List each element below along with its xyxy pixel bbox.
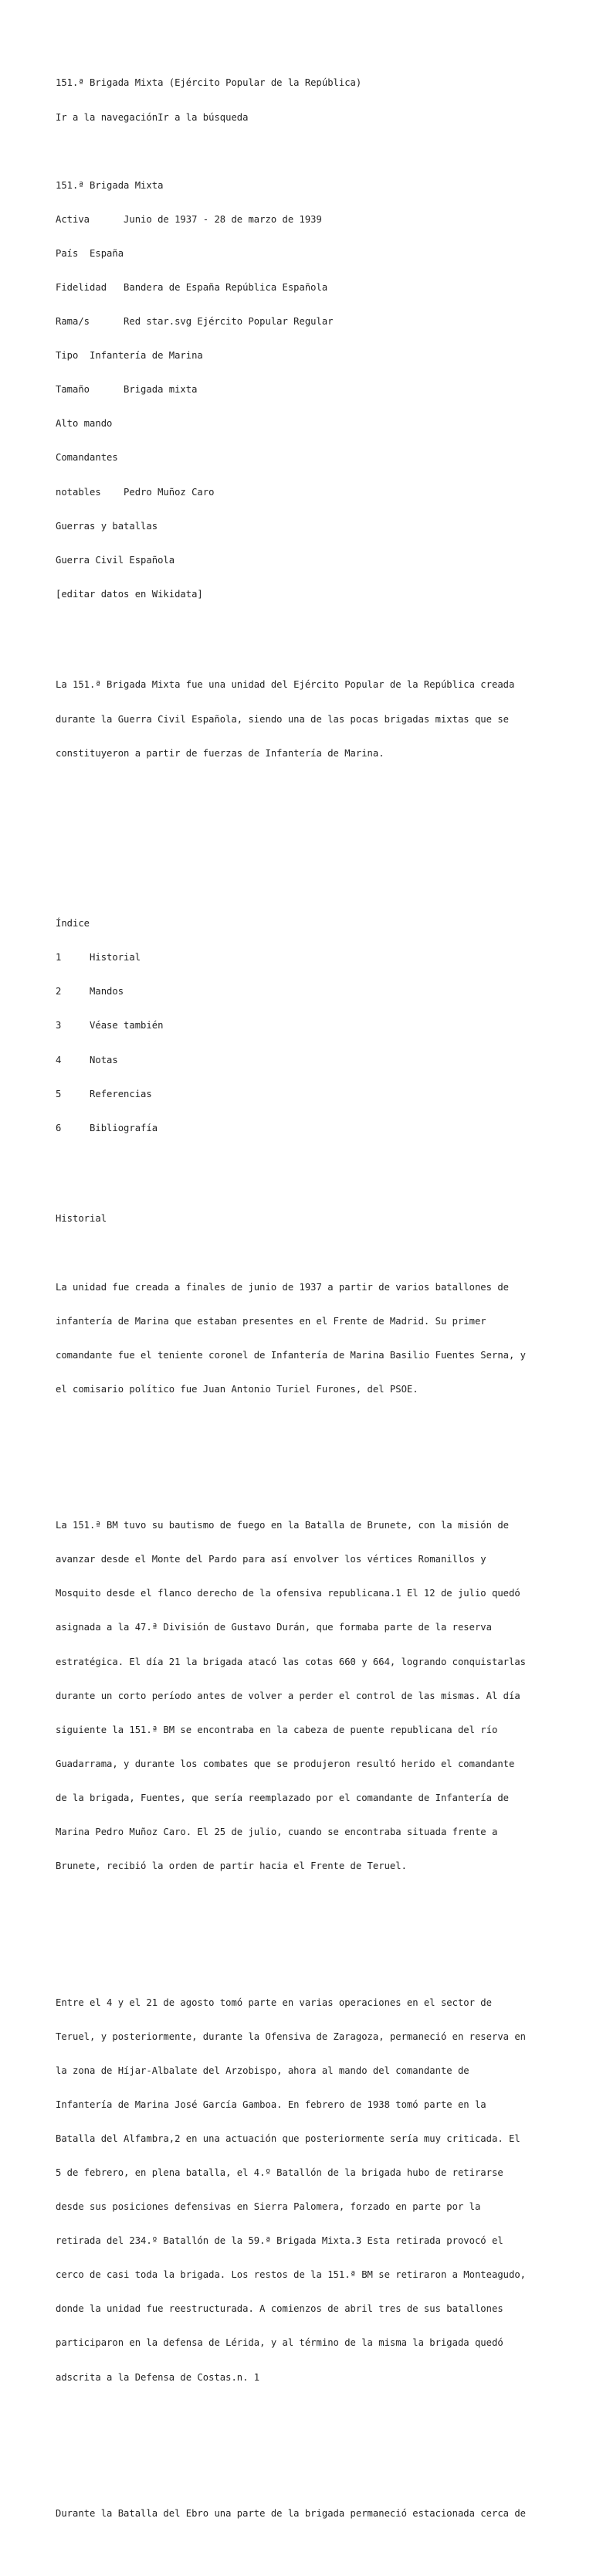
paragraph-line: 5 de febrero, en plena batalla, el 4.º Batallón de la brigada hubo de retirarse xyxy=(56,2167,503,2178)
table-of-contents xyxy=(56,895,550,1157)
toc-item[interactable]: 1 Historial xyxy=(56,952,141,963)
paragraph-line: La unidad fue creada a finales de junio de 1937 a partir de varios batallones de xyxy=(56,1281,509,1293)
paragraph-line: Infantería de Marina José García Gamboa. En febrero de 1938 tomó parte en la xyxy=(56,2099,486,2110)
navigation-links[interactable]: Ir a la navegaciónIr a la búsqueda xyxy=(56,111,249,123)
spacer xyxy=(56,850,550,861)
section-heading: Historial xyxy=(56,1213,107,1225)
paragraph-line: Durante la Batalla del Ebro una parte de la brigada permaneció estacionada cerca de xyxy=(56,2507,527,2519)
paragraph-line: La 151.ª BM tuvo su bautismo de fuego en la Batalla de Brunete, con la misión de xyxy=(56,1520,509,1531)
infobox-row-notables: notables Pedro Muñoz Caro xyxy=(56,486,215,498)
paragraph-line: desde sus posiciones defensivas en Sierra Palomera, forzado en parte por la xyxy=(56,2201,481,2213)
paragraph-line: participaron en la defensa de Lérida, y al término de la misma la brigada quedó xyxy=(56,2337,503,2349)
infobox-row-comandantes: Comandantes xyxy=(56,452,118,464)
paragraph-line: Mosquito desde el flanco derecho de la ofensiva republicana.1 El 12 de julio quedó xyxy=(56,1588,520,1599)
paragraph-line: el comisario político fue Juan Antonio Turiel Furones, del PSOE. xyxy=(56,1383,418,1395)
paragraph-line: Marina Pedro Muñoz Caro. El 25 de julio, cuando se encontraba situada frente a xyxy=(56,1827,498,1838)
historial-paragraph xyxy=(56,1259,550,1418)
infobox-row-guerras: Guerras y batallas xyxy=(56,520,158,532)
paragraph-line: Batalla del Alfambra,2 en una actuación que posteriormente sería muy criticada. El xyxy=(56,2133,520,2144)
infobox-row-pais: País España xyxy=(56,247,124,259)
paragraph-line: asignada a la 47.ª División de Gustavo Durán, que formaba parte de la reserva xyxy=(56,1622,492,1633)
paragraph-line: Brunete, recibió la orden de partir hacia el Frente de Teruel. xyxy=(56,1861,407,1872)
toc-item[interactable]: 6 Bibliografía xyxy=(56,1122,158,1133)
paragraph-line: Entre el 4 y el 21 de agosto tomó parte en varias operaciones en el sector de xyxy=(56,1997,492,2008)
intro-line: constituyeron a partir de fuerzas de Infantería de Marina. xyxy=(56,747,385,759)
historial-paragraph xyxy=(56,1974,550,2406)
document-page xyxy=(56,55,550,2576)
historial-paragraph xyxy=(56,1497,550,1895)
paragraph-line: cerco de casi toda la brigada. Los restos de la 151.ª BM se retiraron a Monteagudo, xyxy=(56,2269,527,2281)
infobox-row-activa: Activa Junio de 1937 - 28 de marzo de 1939 xyxy=(56,213,322,225)
infobox-row-guerra-civil[interactable]: Guerra Civil Española xyxy=(56,554,175,566)
intro-paragraph xyxy=(56,657,550,782)
paragraph-line: adscrita a la Defensa de Costas.n. 1 xyxy=(56,2371,260,2383)
intro-line: durante la Guerra Civil Española, siendo una de las pocas brigadas mixtas que se xyxy=(56,713,509,725)
infobox-row-tipo: Tipo Infantería de Marina xyxy=(56,350,203,362)
infobox-row-fidelidad: Fidelidad Bandera de España República Española xyxy=(56,281,328,293)
infobox-row-alto-mando: Alto mando xyxy=(56,418,113,430)
paragraph-line: durante un corto período antes de volver a perder el control de las mismas. Al día xyxy=(56,1690,520,1701)
spacer xyxy=(56,1929,550,1940)
paragraph-line: retirada del 234.º Batallón de la 59.ª Brigada Mixta.3 Esta retirada provocó el xyxy=(56,2235,503,2247)
toc-item[interactable]: 4 Notas xyxy=(56,1054,118,1065)
spacer xyxy=(56,2440,550,2452)
spacer xyxy=(56,1452,550,1463)
toc-title: Índice xyxy=(56,918,90,929)
paragraph-line: infantería de Marina que estaban presentes en el Frente de Madrid. Su primer xyxy=(56,1315,486,1327)
paragraph-line: avanzar desde el Monte del Pardo para así envolver los vértices Romanillos y xyxy=(56,1554,486,1565)
historial-paragraph xyxy=(56,2486,550,2543)
paragraph-line: donde la unidad fue reestructurada. A comienzos de abril tres de sus batallones xyxy=(56,2303,503,2315)
spacer xyxy=(56,816,550,828)
paragraph-line: de la brigada, Fuentes, que sería reemplazado por el comandante de Infantería de xyxy=(56,1792,509,1803)
paragraph-line: comandante fue el teniente coronel de Infantería de Marina Basilio Fuentes Serna, y xyxy=(56,1349,527,1361)
edit-wikidata-link[interactable]: [editar datos en Wikidata] xyxy=(56,588,203,600)
paragraph-line: la zona de Híjar-Albalate del Arzobispo, ahora al mando del comandante de xyxy=(56,2065,469,2076)
paragraph-line: estratégica. El día 21 la brigada atacó las cotas 660 y 664, logrando conquistarlas xyxy=(56,1656,527,1667)
paragraph-line: Guadarrama, y durante los combates que se produjeron resultó herido el comandante xyxy=(56,1758,515,1769)
historial-section xyxy=(56,1191,550,2565)
toc-item[interactable]: 3 Véase también xyxy=(56,1020,164,1031)
infobox xyxy=(56,157,550,623)
infobox-row-tamano: Tamaño Brigada mixta xyxy=(56,384,198,396)
infobox-row-ramas: Rama/s Red star.svg Ejército Popular Regular xyxy=(56,316,334,328)
toc-item[interactable]: 5 Referencias xyxy=(56,1088,152,1099)
toc-item[interactable]: 2 Mandos xyxy=(56,986,124,997)
page-title: 151.ª Brigada Mixta (Ejército Popular de la República) xyxy=(56,77,362,89)
infobox-title: 151.ª Brigada Mixta xyxy=(56,179,164,191)
intro-line: La 151.ª Brigada Mixta fue una unidad del Ejército Popular de la República creada xyxy=(56,679,515,691)
paragraph-line: siguiente la 151.ª BM se encontraba en la cabeza de puente republicana del río xyxy=(56,1724,498,1735)
paragraph-line: Teruel, y posteriormente, durante la Ofensiva de Zaragoza, permaneció en reserva en xyxy=(56,2031,527,2042)
